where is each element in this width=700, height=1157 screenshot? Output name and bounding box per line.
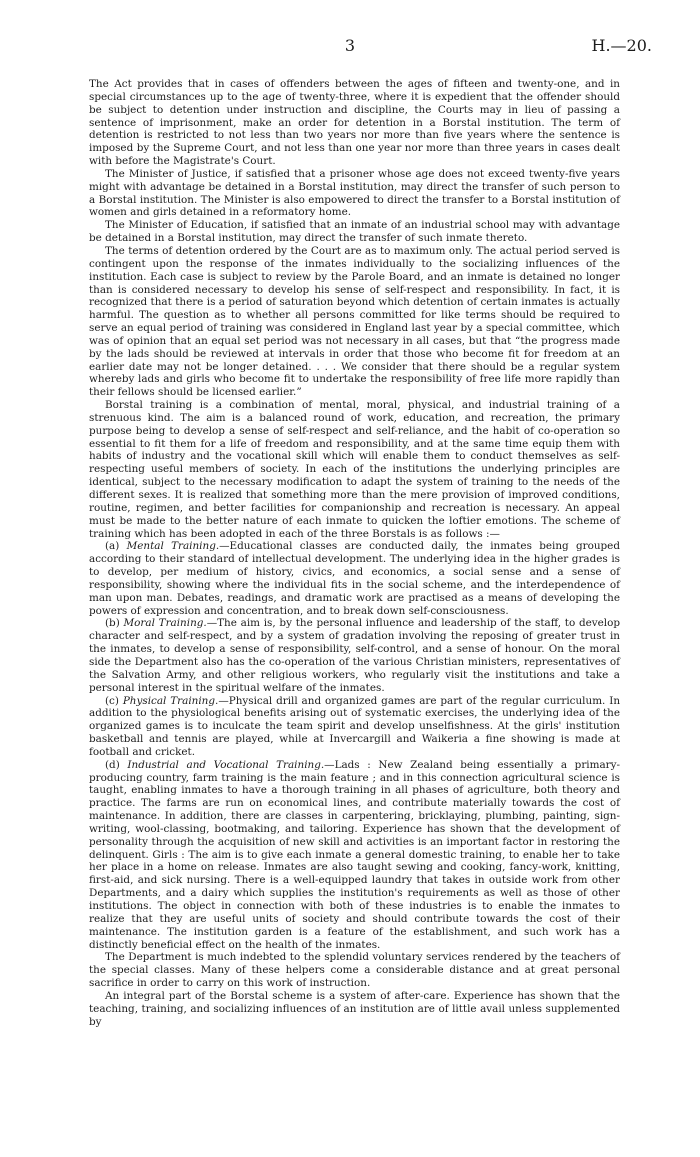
item-heading: Physical Training. xyxy=(122,694,219,707)
item-marker: (b) xyxy=(105,617,120,630)
training-item-industrial xyxy=(89,759,620,952)
paragraph: The Department is much indebted to the splendid voluntary services rendered by the teachers of the special classes. Many of these helpers come a considerable distance and at great personal sacrifice in order to carry on this work of instruction. xyxy=(89,951,620,990)
item-text: —The aim is, by the personal influence and leadership of the staff, to develop character and self-respect, and by a system of gradation involving the reposing of greater trust in the inmates, to develop a sense of responsibility, self-control, and a sense of honour. On the moral side the Department also has the co-operation of the various Christian ministers, representatives of the Salvation Army, and other religious workers, who regularly visit the institutions and take a personal interest in the spiritual welfare of the inmates. xyxy=(89,617,620,694)
item-text: —Educational classes are conducted daily, the inmates being grouped according to their standard of intellectual development. The underlying idea in the higher grades is to develop, per medium of history, civics, and economics, a social sense and a sense of responsibility, showing where the individual fits in the social scheme, and the interdependence of man upon man. Debates, readings, and dramatic work are practised as a means of developing the powers of expression and concentration, and to break down self-consciousness. xyxy=(89,540,620,617)
paragraph: The Act provides that in cases of offenders between the ages of fifteen and twenty-one, and in special circumstances up to the age of twenty-three, where it is expedient that the offender should be subject to detention under instruction and discipline, the Courts may in lieu of passing a sentence of imprisonment, make an order for detention in a Borstal institution. The term of detention is restricted to not less than two years nor more than five years where the sentence is imposed by the Supreme Court, and not less than one year nor more than three years in cases dealt with before the Magistrate's Court. xyxy=(89,78,620,168)
training-item-physical xyxy=(89,695,620,759)
item-heading: Industrial and Vocational Training. xyxy=(127,758,325,771)
paragraph: An integral part of the Borstal scheme is a system of after-care. Experience has shown that the teaching, training, and socializing influences of an institution are of little avail unless supplemented by xyxy=(89,989,620,1028)
item-text: —Physical drill and organized games are part of the regular curriculum. In addition to the physiological benefits arising out of systematic exercises, the underlying idea of the organized games is to inculcate the team spirit and develop unselfishness. At the girls' institution basketball and tennis are played, while at Invercargill and Waikeria a fine showing is made at football and cricket. xyxy=(89,694,621,758)
item-marker: (a) xyxy=(105,540,120,553)
item-heading: Moral Training. xyxy=(123,617,207,630)
training-item-mental xyxy=(89,540,620,617)
paragraph: The Minister of Education, if satisfied that an inmate of an industrial school may with advantage be detained in a Borstal institution, may direct the transfer of such inmate thereto. xyxy=(89,219,620,245)
paragraph: The terms of detention ordered by the Court are as to maximum only. The actual period served is contingent upon the response of the inmates individually to the socializing influences of the institution. Each case is subject to review by the Parole Board, and an inmate is detained no longer than is considered necessary to develop his sense of self-respect and responsibility. In fact, it is recognized that there is a period of saturation beyond which detention of certain inmates is actually harmful. The question as to whether all persons committed for like terms should be required to serve an equal period of training was considered in England last year by a special committee, which was of opinion that an equal set period was not necessary in all cases, but that “the progress made by the lads should be reviewed at intervals in order that those who become fit for freedom at an earlier date may not be longer detained. . . . We consider that there should be a regular system whereby lads and girls who become fit to undertake the responsibility of free life more rapidly than their fellows should be licensed earlier.” xyxy=(89,244,620,399)
item-heading: Mental Training. xyxy=(126,540,220,553)
body-text xyxy=(89,78,620,1028)
page-number: 3 xyxy=(344,36,356,55)
item-marker: (d) xyxy=(105,758,120,771)
item-text: —Lads : New Zealand being essentially a primary-producing country, farm training is the main feature ; and in this connection agricultural science is taught, enabling inmates to have a thorough training in all phases of agriculture, both theory and practice. The farms are run on economical lines, and contribute materially towards the cost of maintenance. In addition, there are classes in carpentering, bricklaying, plumbing, painting, sign-writing, wool-classing, bootmaking, and tailoring. Experience has shown that the development of personality through the acquisition of new skill and activities is an important factor in restoring the delinquent. Girls : The aim is to give each inmate a general domestic training, to enable her to take her place in a home on release. Inmates are also taught sewing and cooking, fancy-work, knitting, first-aid, and sick nursing. There is a well-equipped laundry that takes in outside work from other Departments, and a dairy which supplies the institution's requirements as well as those of other institutions. The object in connection with both of these industries is to enable the inmates to realize that they are useful units of society and should contribute towards the cost of their maintenance. The institution garden is a feature of the establishment, and such work has a distinctly beneficial effect on the health of the inmates. xyxy=(89,758,621,951)
paragraph: The Minister of Justice, if satisfied that a prisoner whose age does not exceed twenty-five years might with advantage be detained in a Borstal institution, may direct the transfer of such person to a Borstal institution. The Minister is also empowered to direct the transfer to a Borstal institution of women and girls detained in a reformatory home. xyxy=(89,167,620,219)
document-reference: H.—20. xyxy=(591,36,652,55)
training-item-moral xyxy=(89,617,620,694)
paragraph: Borstal training is a combination of mental, moral, physical, and industrial training of a strenuous kind. The aim is a balanced round of work, education, and recreation, the primary purpose being to develop a sense of self-respect and self-reliance, and the habit of co-operation so essential to fit them for a life of freedom and responsibility, and at the same time equip them with habits of industry and the vocational skill which will enable them to conduct themselves as self-respecting useful members of society. In each of the institutions the underlying principles are identical, subject to the necessary modification to adapt the system of training to the needs of the different sexes. It is realized that something more than the mere provision of improved conditions, routine, regimen, and better facilities for companionship and recreation is necessary. An appeal must be made to the better nature of each inmate to quicken the loftier emotions. The scheme of training which has been adopted in each of the three Borstals is as follows :— xyxy=(89,399,620,540)
item-marker: (c) xyxy=(105,694,119,707)
